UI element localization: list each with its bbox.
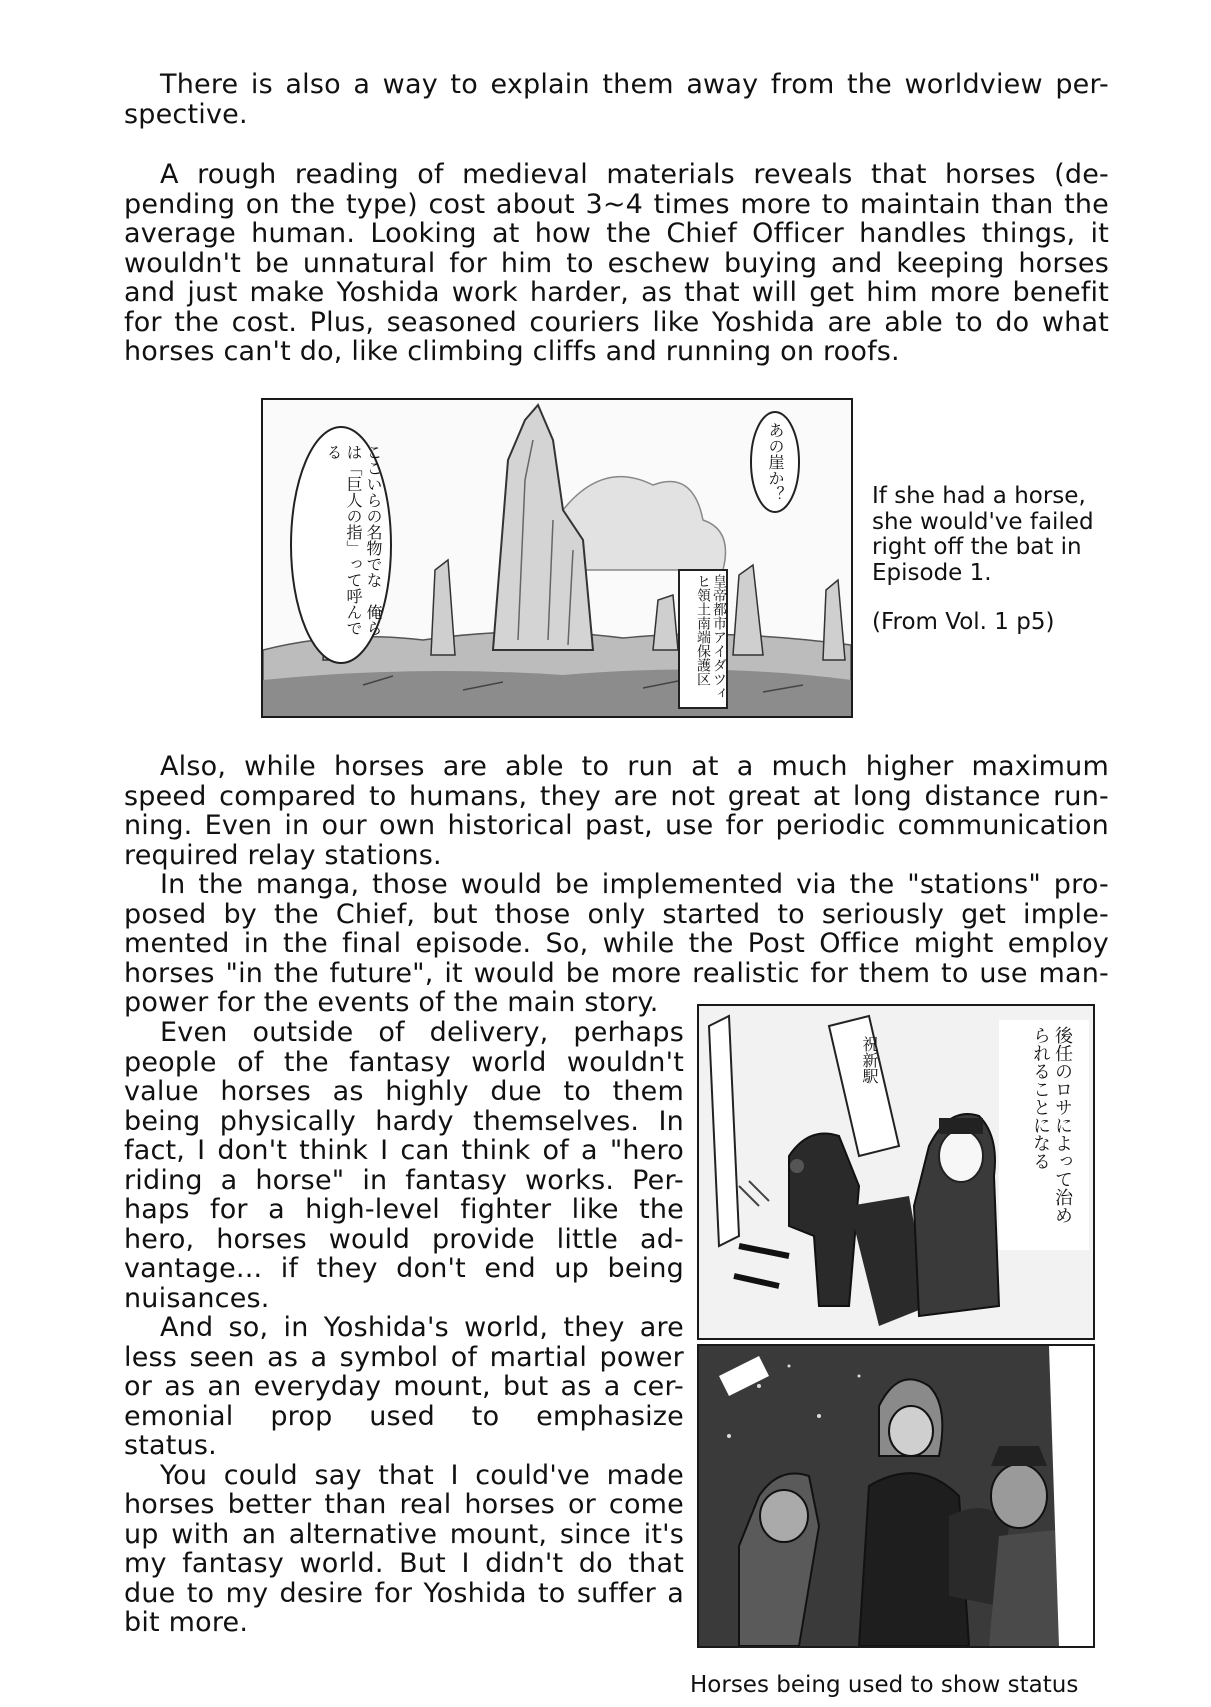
text-line: You could say that I could've made: [160, 1459, 684, 1491]
text-line: being physically hardy themselves. In: [124, 1105, 684, 1137]
text-line: pending on the type) cost about 3~4 times more to maintain than the: [124, 188, 1109, 220]
text-line: posed by the Chief, but those only started to seriously get imple-: [124, 898, 1109, 930]
text-line: fact, I don't think I can think of a "hero: [124, 1135, 684, 1166]
speech-bubble-left: ここいらの名物でな 俺らは「巨人の指」って呼んでる: [324, 444, 383, 636]
banner-text: 祝新駅: [860, 1036, 879, 1084]
text-line: average human. Looking at how the Chief Officer handles things, it: [124, 218, 1109, 249]
text-line: A rough reading of medieval materials reveals that horses (de-: [160, 159, 1109, 190]
manga-panel-night-riders: [697, 1344, 1095, 1648]
narration-box: 後任のロサによって治められることになる: [1030, 1026, 1073, 1224]
paragraph-fantasy-horses: [124, 1018, 684, 1638]
text-line: status.: [124, 1430, 217, 1461]
paragraph-worldview: [124, 70, 1109, 129]
caption-line: right off the bat in: [872, 534, 1082, 560]
caption-line: If she had a horse,: [872, 483, 1086, 509]
text-line: and just make Yoshida work harder, as that will get him more benefit: [124, 277, 1109, 308]
speech-bubble-right: あの崖か？: [766, 422, 785, 502]
text-line: due to my desire for Yoshida to suffer a: [124, 1577, 684, 1609]
caption-line: Episode 1.: [872, 559, 992, 586]
text-line: hero, horses would provide little ad-: [124, 1223, 684, 1255]
text-line: required relay stations.: [124, 839, 442, 871]
text-line: mented in the final episode. So, while the Post Office might employ: [124, 928, 1109, 959]
text-line: less seen as a symbol of martial power: [124, 1341, 684, 1373]
text-line: horses can't do, like climbing cliffs and running on roofs.: [124, 336, 900, 367]
text-line: vantage... if they don't end up being: [124, 1253, 684, 1284]
manga-panel-cliffs: [261, 398, 853, 718]
text-line: speed compared to humans, they are not great at long distance run-: [124, 780, 1109, 812]
paragraph-long-distance: [124, 752, 1109, 1018]
night-riders-illustration: [699, 1346, 1093, 1646]
text-line: In the manga, those would be implemented via the "stations" pro-: [160, 869, 1109, 900]
manga-panel-ceremony: [697, 1004, 1095, 1340]
text-line: my fantasy world. But I didn't do that: [124, 1548, 684, 1579]
caption-source: (From Vol. 1 p5): [872, 609, 1055, 635]
location-caption-box: 皇帝都市アイダツィヒ領土南端保護区: [695, 574, 727, 700]
text-line: nuisances.: [124, 1282, 270, 1314]
text-line: bit more.: [124, 1607, 249, 1638]
paragraph-maintenance-cost: [124, 160, 1109, 367]
text-line: Also, while horses are able to run at a much higher maximum: [160, 751, 1109, 782]
text-line: spective.: [124, 98, 248, 130]
text-line: There is also a way to explain them away from the worldview per-: [160, 69, 1109, 100]
text-line: power for the events of the main story.: [124, 987, 659, 1018]
text-line: wouldn't be unnatural for him to eschew buying and keeping horses: [124, 247, 1109, 279]
panel-caption: Horses being used to show status: [690, 1672, 1079, 1698]
text-line: people of the fantasy world wouldn't: [124, 1046, 684, 1078]
text-line: horses "in the future", it would be more realistic for them to use man-: [124, 957, 1109, 989]
text-line: for the cost. Plus, seasoned couriers like Yoshida are able to do what: [124, 306, 1109, 338]
caption-line: she would've failed: [872, 508, 1094, 535]
text-line: And so, in Yoshida's world, they are: [160, 1312, 684, 1343]
text-line: haps for a high-level fighter like the: [124, 1194, 684, 1225]
text-line: or as an everyday mount, but as a cer-: [124, 1371, 684, 1402]
text-line: value horses as highly due to them: [124, 1076, 684, 1107]
text-line: horses better than real horses or come: [124, 1489, 684, 1520]
text-line: ning. Even in our own historical past, use for periodic communication: [124, 810, 1109, 841]
text-line: emonial prop used to emphasize: [124, 1400, 684, 1432]
side-caption: [872, 484, 1112, 636]
text-line: riding a horse" in fantasy works. Per-: [124, 1164, 684, 1196]
text-line: up with an alternative mount, since it's: [124, 1518, 684, 1550]
text-line: Even outside of delivery, perhaps: [160, 1017, 684, 1048]
